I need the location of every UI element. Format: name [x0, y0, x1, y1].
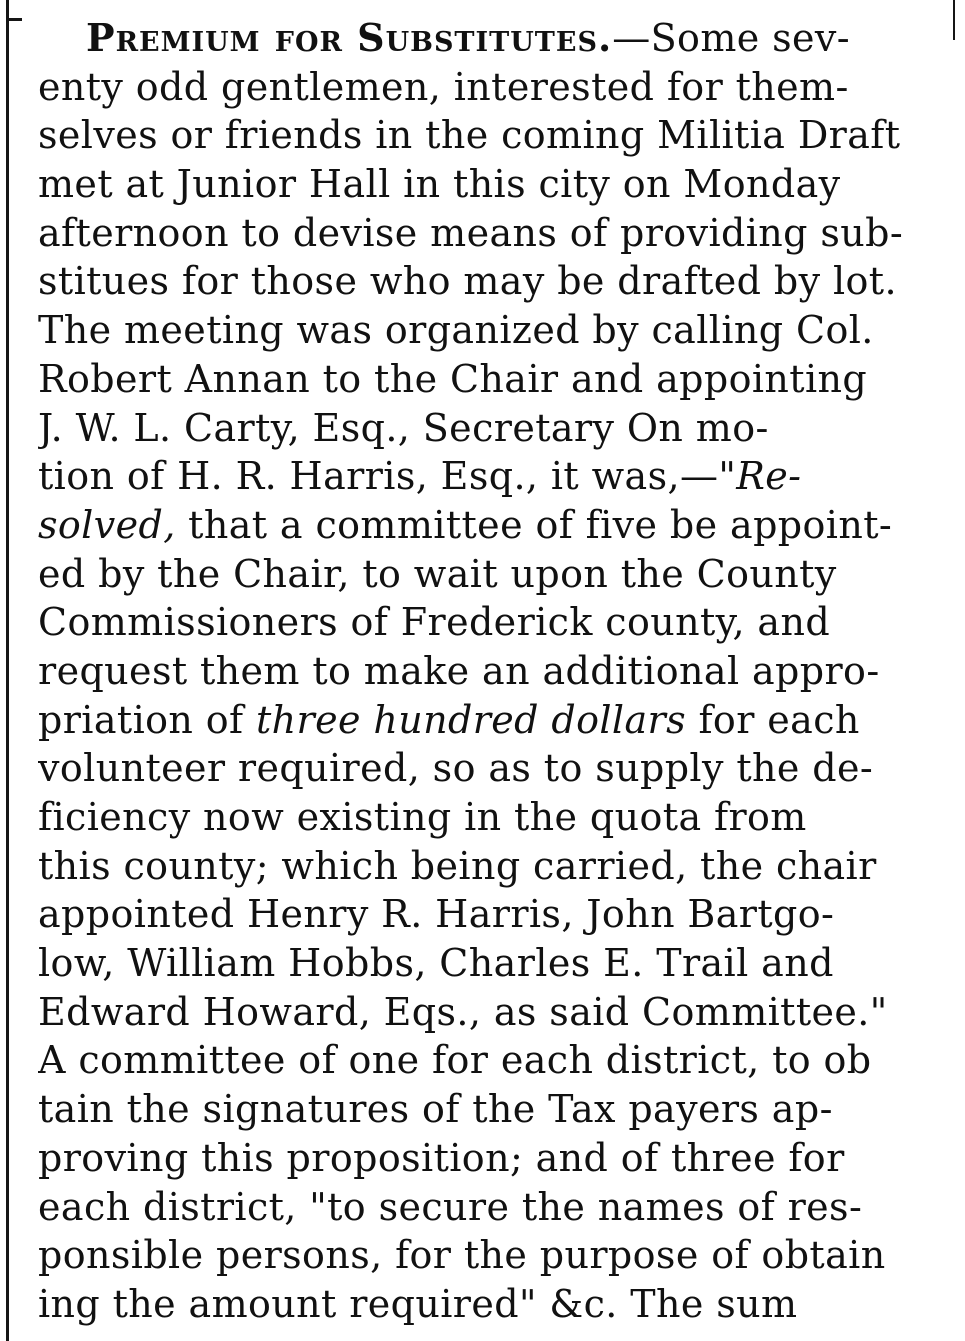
column-rule-top-tick: [6, 18, 22, 21]
article-italic-text: Re-: [736, 454, 802, 499]
article-line-14: request them to make an additional appro-: [38, 648, 880, 693]
article-line-23: tain the signatures of the Tax payers ap-: [38, 1087, 833, 1132]
article-line-7: The meeting was organized by calling Col.: [38, 308, 874, 353]
article-text: priation of: [38, 697, 256, 742]
article-line-11: [38, 501, 930, 550]
article-line-2: enty odd gentlemen, interested for them-: [38, 64, 849, 109]
article-line-3: selves or friends in the coming Militia Draft: [38, 113, 901, 158]
column-rule-left: [6, 0, 9, 1341]
article-italic-text: solved,: [38, 502, 176, 547]
article-text: for each: [685, 697, 860, 742]
article-line-9: J. W. L. Carty, Esq., Secretary On mo-: [38, 405, 769, 450]
article-line-1: [38, 14, 930, 63]
article-body: [38, 14, 930, 1329]
article-line-24: proving this proposition; and of three for: [38, 1135, 845, 1180]
article-line-8: Robert Annan to the Chair and appointing: [38, 356, 868, 401]
article-line-10: [38, 452, 930, 501]
article-line-4: met at Junior Hall in this city on Monday: [38, 162, 841, 207]
article-line-27: ing the amount required" &c. The sum: [38, 1281, 798, 1326]
article-line-26: ponsible persons, for the purpose of obtain: [38, 1233, 886, 1278]
column-rule-right: [953, 0, 955, 40]
article-line-17: ficiency now existing in the quota from: [38, 795, 807, 839]
article-line-6: stitues for those who may be drafted by lot.: [38, 259, 897, 304]
article-line-19: appointed Henry R. Harris, John Bartgo-: [38, 892, 835, 937]
article-line-21: Edward Howard, Eqs., as said Committee.": [38, 989, 888, 1034]
article-text: that a committee of five be appoint-: [175, 502, 893, 547]
article-heading: Premium for Substitutes.: [86, 15, 613, 60]
article-line-12: ed by the Chair, to wait upon the County: [38, 551, 837, 596]
article-line-15: [38, 696, 930, 745]
article-line-5: afternoon to devise means of providing sub-: [38, 210, 904, 255]
article-italic-text: three hundred dollars: [255, 697, 686, 742]
article-line-22: A committee of one for each district, to ob: [38, 1038, 872, 1083]
article-line-16: volunteer required, so as to supply the de-: [38, 746, 874, 791]
article-text: —Some sev-: [612, 16, 851, 60]
article-line-18: this county; which being carried, the chair: [38, 843, 877, 888]
article-line-20: low, William Hobbs, Charles E. Trail and: [38, 941, 834, 986]
article-text: tion of H. R. Harris, Esq., it was,—": [38, 454, 737, 499]
article-line-13: Commissioners of Frederick county, and: [38, 600, 831, 645]
article-line-25: each district, "to secure the names of res-: [38, 1184, 863, 1229]
